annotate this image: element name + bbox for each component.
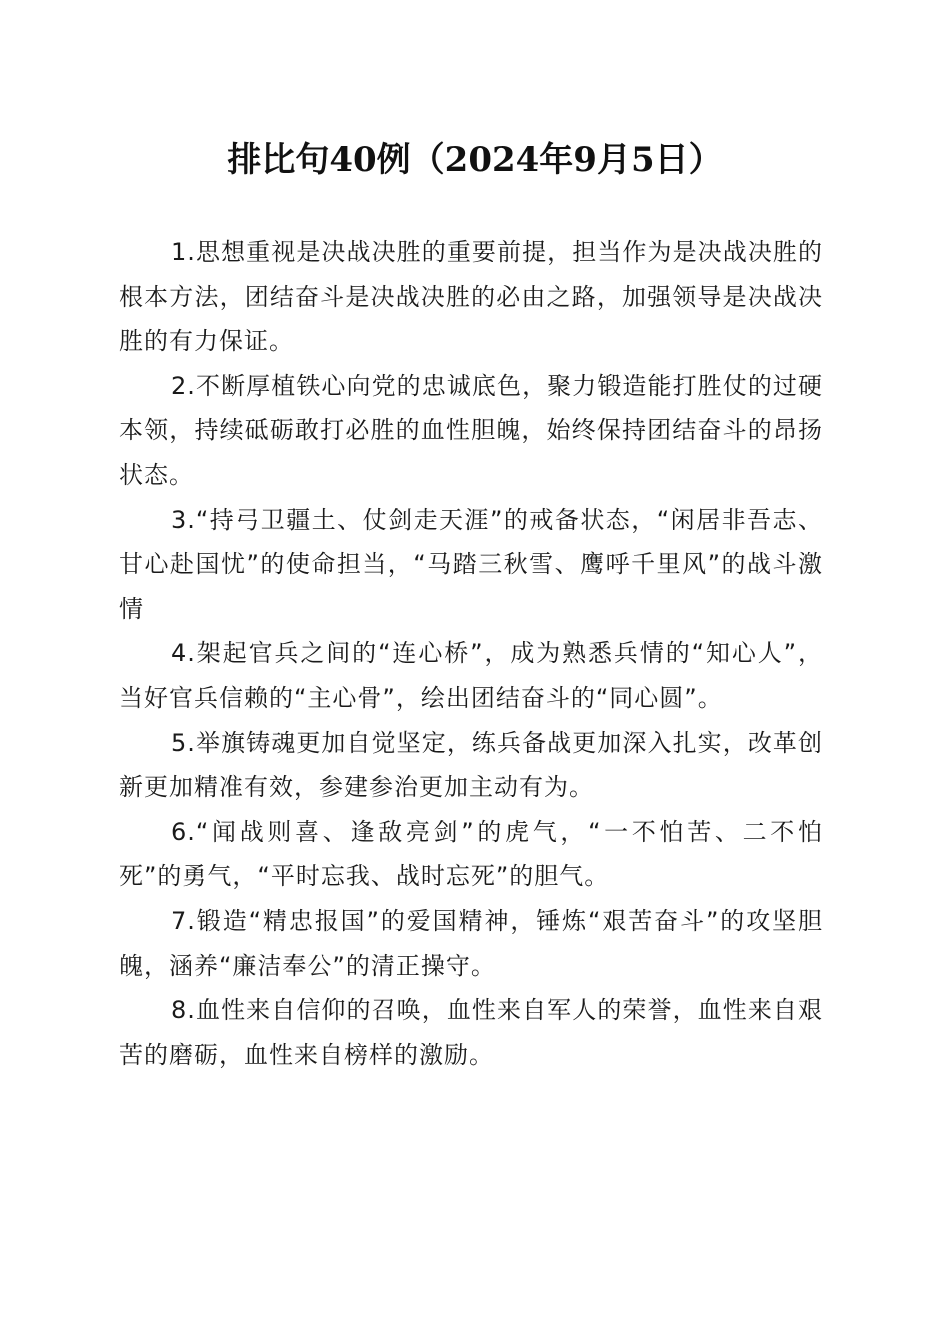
- paragraph-1: 1.思想重视是决战决胜的重要前提，担当作为是决战决胜的根本方法，团结奋斗是决战决胜的必由之路，加强领导是决战决胜的有力保证。: [119, 238, 823, 356]
- paragraph-5: 5.举旗铸魂更加自觉坚定，练兵备战更加深入扎实，改革创新更加精准有效，参建参治更加主动有为。: [119, 728, 823, 802]
- paragraph-3: 3.“持弓卫疆土、仗剑走天涯”的戒备状态，“闲居非吾志、甘心赴国忧”的使命担当，“马踏三秋雪、鹰呼千里风”的战斗激情: [119, 505, 823, 623]
- document-body: [119, 230, 823, 1077]
- page-title: 排比句40例（2024年9月5日）: [227, 140, 723, 180]
- paragraph-7: 7.锻造“精忠报国”的爱国精神，锤炼“艰苦奋斗”的攻坚胆魄，涵养“廉洁奉公”的清正操守。: [119, 906, 823, 980]
- paragraph-2: 2.不断厚植铁心向党的忠诚底色，聚力锻造能打胜仗的过硬本领，持续砥砺敢打必胜的血性胆魄，始终保持团结奋斗的昂扬状态。: [119, 371, 823, 489]
- paragraph-4: 4.架起官兵之间的“连心桥”，成为熟悉兵情的“知心人”，当好官兵信赖的“主心骨”，绘出团结奋斗的“同心圆”。: [119, 639, 823, 712]
- paragraph-6: 6.“闻战则喜、逢敌亮剑”的虎气，“一不怕苦、二不怕死”的勇气，“平时忘我、战时忘死”的胆气。: [119, 817, 823, 891]
- paragraph-8: 8.血性来自信仰的召唤，血性来自军人的荣誉，血性来自艰苦的磨砺，血性来自榜样的激励。: [119, 996, 823, 1069]
